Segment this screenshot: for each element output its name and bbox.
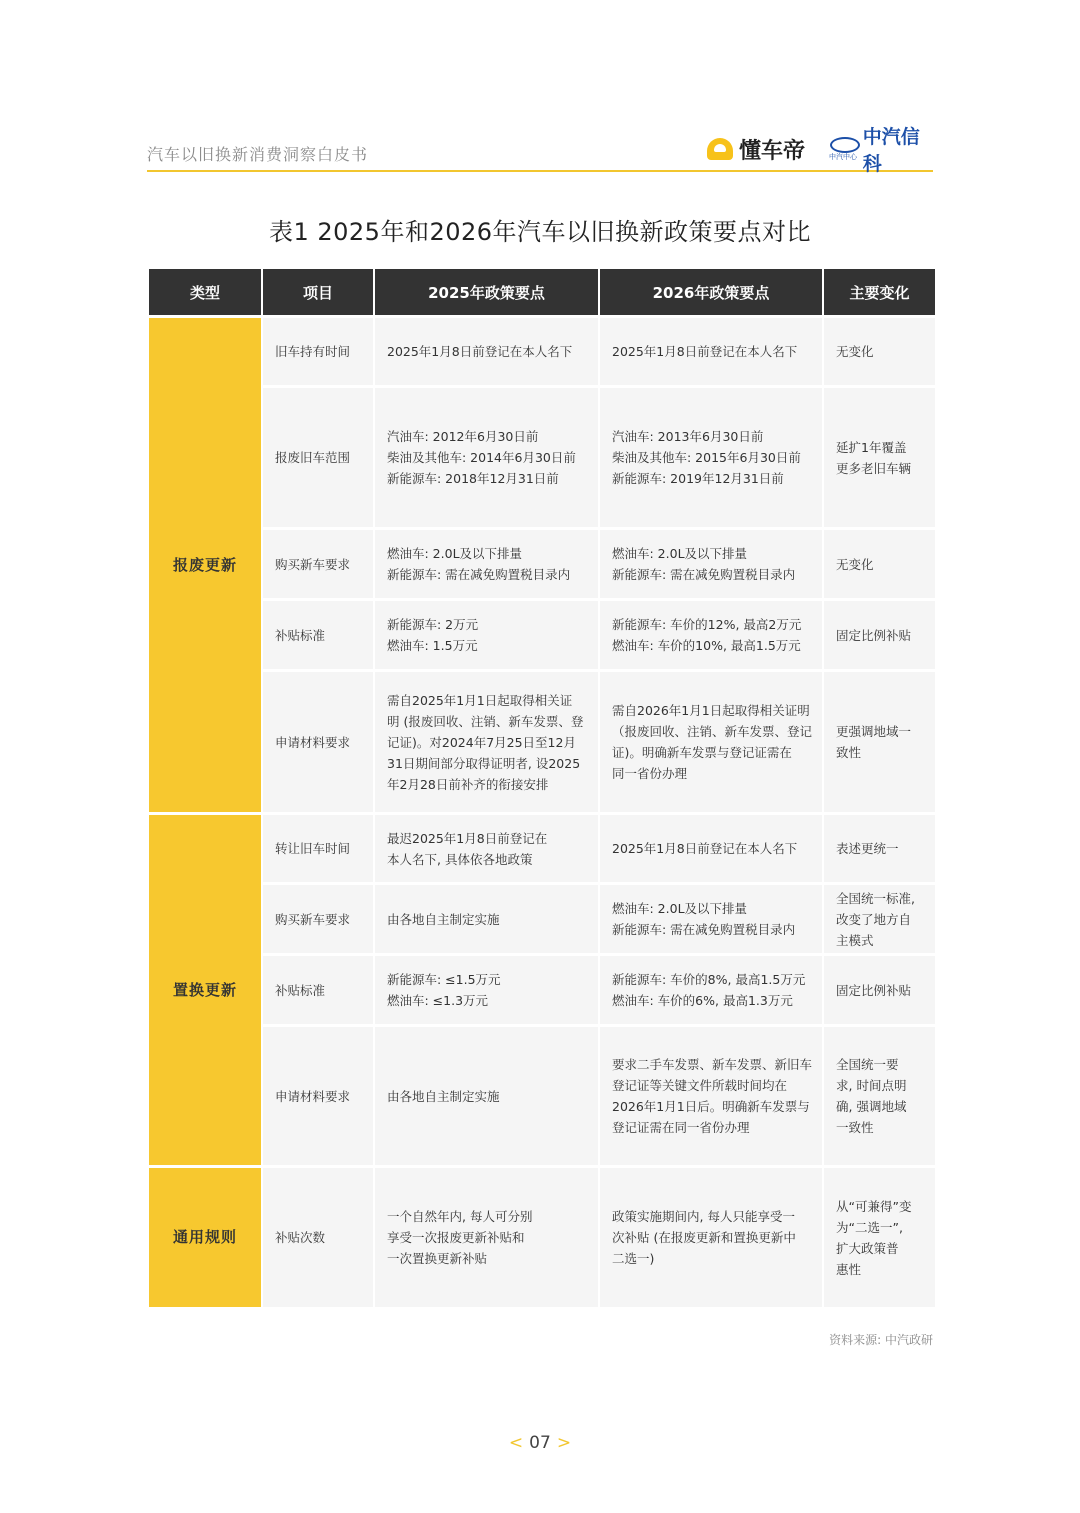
cell-line: 固定比例补贴 — [836, 982, 912, 998]
policy-2025-cell — [375, 318, 598, 385]
cell-line: 为“二选一”, — [836, 1219, 903, 1235]
cell-line: 燃油车: 2.0L及以下排量 — [612, 546, 748, 561]
document-title: 汽车以旧换新消费洞察白皮书 — [147, 145, 369, 164]
cell-line: 明 (报废回收、注销、新车发票、登 — [387, 713, 584, 729]
cell-line: 从“可兼得”变 — [836, 1198, 912, 1214]
table-row — [149, 1168, 935, 1307]
page-header — [147, 126, 933, 175]
policy-2025-cell — [375, 672, 598, 812]
cell-line: 更强调地域一 — [836, 724, 912, 739]
cell-line: 本人名下, 具体依各地政策 — [387, 851, 533, 867]
source-note: 资料来源: 中汽政研 — [829, 1333, 933, 1347]
cell-line: 同一省份办理 — [612, 766, 688, 781]
item-cell: 申请材料要求 — [263, 1027, 373, 1165]
policy-2026-cell — [600, 815, 822, 882]
dongchedi-logo-icon — [707, 138, 733, 160]
change-cell — [824, 885, 935, 953]
policy-2025-cell — [375, 885, 598, 953]
category-cell: 置换更新 — [149, 815, 261, 1165]
cell-line: 燃油车: 车价的6%, 最高1.3万元 — [612, 993, 793, 1008]
page-number — [0, 1433, 1080, 1453]
table-row — [149, 1027, 935, 1165]
cell-line: 记证)。对2024年7月25日至12月 — [387, 734, 576, 750]
cell-line: 燃油车: ≤1.3万元 — [387, 993, 489, 1008]
table-row — [149, 815, 935, 882]
cell-line: 求, 时间点明 — [836, 1078, 907, 1093]
item-cell: 转让旧车时间 — [263, 815, 373, 882]
cell-line: 延扩1年覆盖 — [836, 439, 907, 455]
cell-line: 燃油车: 车价的10%, 最高1.5万元 — [612, 638, 801, 653]
change-cell — [824, 815, 935, 882]
change-cell — [824, 530, 935, 598]
policy-2026-cell — [600, 885, 822, 953]
policy-comparison-table — [147, 266, 937, 1310]
policy-2025-cell — [375, 388, 598, 527]
change-cell — [824, 672, 935, 812]
cell-line: 二选一) — [612, 1251, 655, 1266]
cell-line: 燃油车: 1.5万元 — [387, 638, 478, 653]
cell-line: 2025年1月8日前登记在本人名下 — [387, 344, 573, 359]
cell-line: 柴油及其他车: 2015年6月30日前 — [612, 450, 801, 465]
header-item: 项目 — [263, 269, 373, 315]
cell-line: 汽油车: 2013年6月30日前 — [612, 429, 764, 444]
table-header-row — [149, 269, 935, 315]
header-2026: 2026年政策要点 — [600, 269, 822, 315]
policy-2026-cell — [600, 601, 822, 669]
policy-2025-cell — [375, 956, 598, 1024]
cell-line: 2026年1月1日后。明确新车发票与 — [612, 1099, 810, 1114]
cell-line: 确, 强调地域 — [836, 1099, 907, 1114]
cell-line: 扩大政策普 — [836, 1240, 899, 1256]
cell-line: 新能源车: 车价的12%, 最高2万元 — [612, 617, 802, 632]
cell-line: 固定比例补贴 — [836, 627, 912, 643]
policy-2026-cell — [600, 388, 822, 527]
table-row — [149, 885, 935, 953]
cell-line: 一致性 — [836, 1120, 874, 1135]
policy-2025-cell — [375, 601, 598, 669]
cell-line: （报废回收、注销、新车发票、登记 — [612, 724, 813, 739]
cell-line: 更多老旧车辆 — [836, 460, 912, 476]
policy-2025-cell — [375, 1168, 598, 1307]
table-row — [149, 601, 935, 669]
page-number-value: 07 — [529, 1433, 551, 1453]
cell-line: 一次置换更新补贴 — [387, 1251, 488, 1266]
cell-line: 新能源车: 需在减免购置税目录内 — [612, 567, 796, 582]
catarc-logo-subtext: 中汽中心 — [829, 153, 857, 161]
item-cell: 补贴次数 — [263, 1168, 373, 1307]
cell-line: 无变化 — [836, 344, 874, 359]
cell-line: 全国统一要 — [836, 1057, 899, 1072]
cell-line: 惠性 — [836, 1261, 862, 1277]
cell-line: 证)。明确新车发票与登记证需在 — [612, 745, 792, 760]
policy-2025-cell — [375, 530, 598, 598]
policy-2026-cell — [600, 1168, 822, 1307]
cell-line: 最迟2025年1月8日前登记在 — [387, 830, 548, 846]
cell-line: 一个自然年内, 每人可分别 — [387, 1209, 533, 1224]
cell-line: 享受一次报废更新补贴和 — [387, 1230, 525, 1245]
header-2025: 2025年政策要点 — [375, 269, 598, 315]
item-cell: 购买新车要求 — [263, 885, 373, 953]
catarc-logo — [829, 126, 933, 175]
table-row — [149, 318, 935, 385]
cell-line: 2025年1月8日前登记在本人名下 — [612, 841, 798, 856]
cell-line: 新能源车: 需在减免购置税目录内 — [612, 922, 796, 937]
table-row — [149, 672, 935, 812]
header-type: 类型 — [149, 269, 261, 315]
policy-2025-cell — [375, 1027, 598, 1165]
table-title: 表1 2025年和2026年汽车以旧换新政策要点对比 — [268, 218, 812, 246]
chevron-left-icon: < — [508, 1433, 524, 1453]
cell-line: 新能源车: 车价的8%, 最高1.5万元 — [612, 972, 806, 987]
policy-2026-cell — [600, 672, 822, 812]
policy-2026-cell — [600, 1027, 822, 1165]
cell-line: 燃油车: 2.0L及以下排量 — [387, 546, 523, 561]
cell-line: 表述更统一 — [836, 841, 899, 856]
cell-line: 次补贴 (在报废更新和置换更新中 — [612, 1230, 796, 1245]
change-cell — [824, 388, 935, 527]
cell-line: 燃油车: 2.0L及以下排量 — [612, 901, 748, 916]
cell-line: 无变化 — [836, 556, 874, 572]
change-cell — [824, 1027, 935, 1165]
dongchedi-logo — [707, 134, 805, 164]
cell-line: 由各地自主制定实施 — [387, 911, 500, 927]
item-cell: 报废旧车范围 — [263, 388, 373, 527]
table-row — [149, 530, 935, 598]
cell-line: 登记证等关键文件所载时间均在 — [612, 1078, 788, 1093]
change-cell — [824, 1168, 935, 1307]
item-cell: 购买新车要求 — [263, 530, 373, 598]
policy-2026-cell — [600, 318, 822, 385]
cell-line: 新能源车: 2万元 — [387, 617, 479, 632]
cell-line: 需自2026年1月1日起取得相关证明 — [612, 703, 810, 718]
header-change: 主要变化 — [824, 269, 935, 315]
change-cell — [824, 318, 935, 385]
table-row — [149, 956, 935, 1024]
cell-line: 2025年1月8日前登记在本人名下 — [612, 344, 798, 359]
chevron-right-icon: > — [556, 1433, 572, 1453]
category-cell: 通用规则 — [149, 1168, 261, 1307]
change-cell — [824, 601, 935, 669]
cell-line: 政策实施期间内, 每人只能享受一 — [612, 1209, 795, 1224]
cell-line: 改变了地方自 — [836, 911, 912, 927]
category-cell: 报废更新 — [149, 318, 261, 812]
cell-line: 新能源车: 2018年12月31日前 — [387, 471, 559, 486]
cell-line: 要求二手车发票、新车发票、新旧车 — [612, 1057, 813, 1072]
cell-line: 登记证需在同一省份办理 — [612, 1120, 750, 1135]
cell-line: 由各地自主制定实施 — [387, 1088, 500, 1104]
dongchedi-logo-text: 懂车帝 — [739, 138, 806, 164]
policy-2026-cell — [600, 530, 822, 598]
item-cell: 旧车持有时间 — [263, 318, 373, 385]
item-cell: 补贴标准 — [263, 956, 373, 1024]
cell-line: 汽油车: 2012年6月30日前 — [387, 429, 539, 444]
table-row — [149, 388, 935, 527]
catarc-logo-text: 中汽信科 — [862, 126, 920, 175]
cell-line: 31日期间部分取得证明者, 设2025 — [387, 755, 581, 771]
catarc-logo-icon — [829, 135, 857, 163]
policy-2025-cell — [375, 815, 598, 882]
policy-2026-cell — [600, 956, 822, 1024]
cell-line: 主模式 — [836, 932, 874, 948]
cell-line: 年2月28日前补齐的衔接安排 — [387, 776, 549, 792]
change-cell — [824, 956, 935, 1024]
cell-line: 致性 — [836, 745, 862, 760]
item-cell: 补贴标准 — [263, 601, 373, 669]
cell-line: 柴油及其他车: 2014年6月30日前 — [387, 450, 576, 465]
cell-line: 新能源车: 2019年12月31日前 — [612, 471, 784, 486]
cell-line: 新能源车: 需在减免购置税目录内 — [387, 567, 571, 582]
cell-line: 需自2025年1月1日起取得相关证 — [387, 692, 573, 708]
item-cell: 申请材料要求 — [263, 672, 373, 812]
cell-line: 新能源车: ≤1.5万元 — [387, 972, 501, 987]
cell-line: 全国统一标准, — [836, 890, 915, 906]
